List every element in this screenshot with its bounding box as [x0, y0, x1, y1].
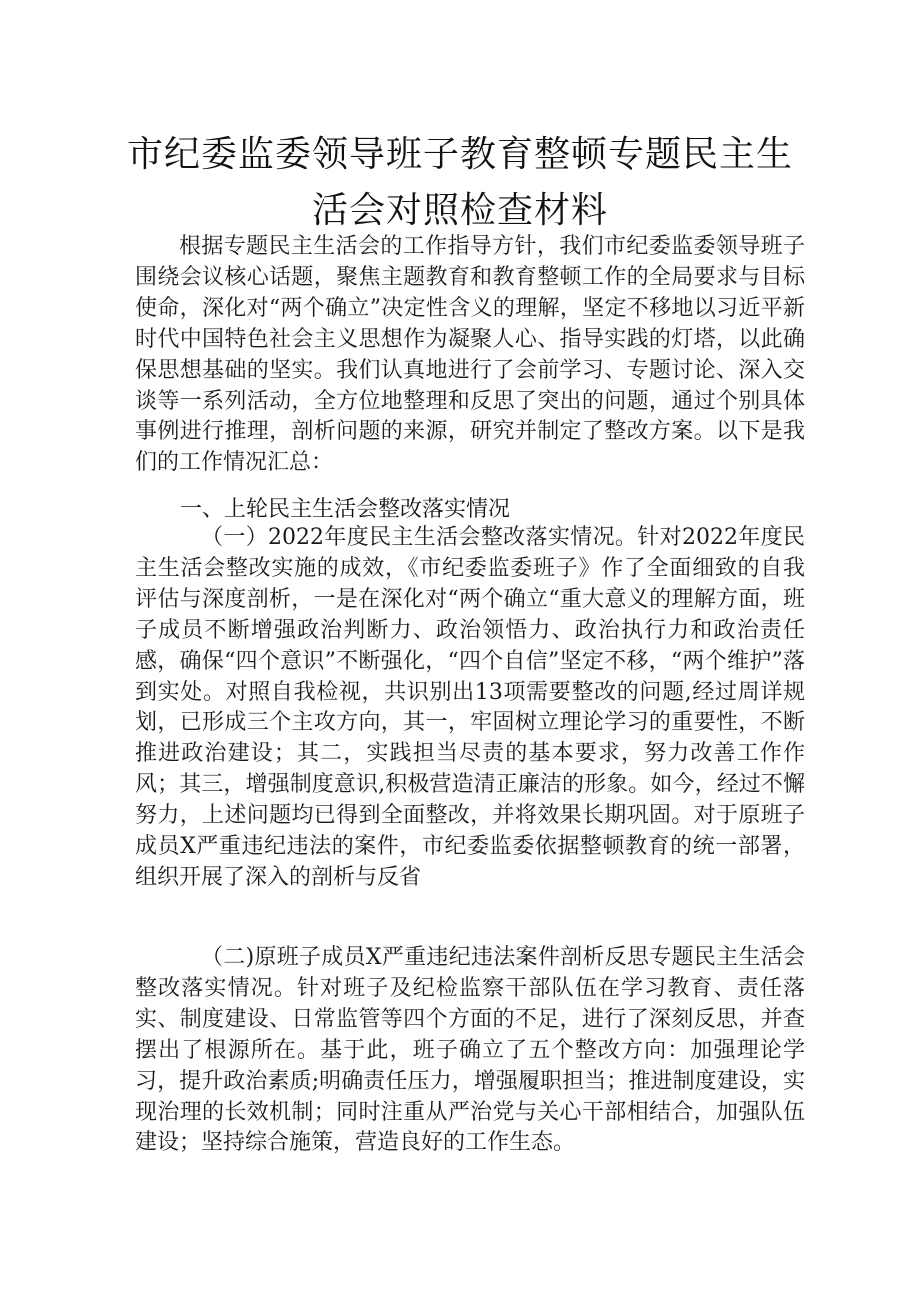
document-title-line-2: 活会对照检查材料: [311, 190, 608, 231]
document-title-line-1: 市纪委监委领导班子教育整顿专题民主生: [126, 134, 793, 175]
section-heading: 一、上轮民主生活会整改落实情况: [180, 497, 511, 522]
intro-paragraph: 根据专题民主生活会的工作指导方针，我们市纪委监委领导班子围绕会议核心话题，聚焦主题教育和教育整顿工作的全局要求与目标使命，深化对“两个确立”决定性含义的理解，坚定不移地以习近平新时代中国特色社会主义思想作为凝聚人心、指导实践的灯塔，以此确保思想基础的坚实。我们认真地进行了会前学习、专题讨论、深入交谈等一系列活动，全方位地整理和反思了突出的问题，通过个别具体事例进行推理，剖析问题的来源，研究并制定了整改方案。以下是我们的工作情况汇总：: [135, 234, 805, 476]
section-paragraph-2: （二)原班子成员X严重违纪违法案件剖析反思专题民主生活会整改落实情况。针对班子及纪检监察干部队伍在学习教育、责任落实、制度建设、日常监管等四个方面的不足，进行了深刻反思，并查摆出了根源所在。基于此，班子确立了五个整改方向：加强理论学习，提升政治素质;明确责任压力，增强履职担当；推进制度建设，实现治理的长效机制；同时注重从严治党与关心干部相结合，加强队伍建设；坚持综合施策，营造良好的工作生态。: [135, 945, 805, 1156]
section-paragraph-1: （一）2022年度民主生活会整改落实情况。针对2022年度民主生活会整改实施的成效，《市纪委监委班子》作了全面细致的自我评估与深度剖析，一是在深化对“两个确立“重大意义的理解方面，班子成员不断增强政治判断力、政治领悟力、政治执行力和政治责任感，确保“四个意识”不断强化，“四个自信”坚定不移，“两个维护”落到实处。对照自我检视，共识别出13项需要整改的问题,经过周详规划，已形成三个主攻方向，其一，牢固树立理论学习的重要性，不断推进政治建设；其二，实践担当尽责的基本要求，努力改善工作作风；其三，增强制度意识,积极营造清正廉洁的形象。如今，经过不懈努力，上述问题均已得到全面整改，并将效果长期巩固。对于原班子成员X严重违纪违法的案件，市纪委监委依据整顿教育的统一部署，组织开展了深入的剖析与反省: [135, 525, 805, 890]
